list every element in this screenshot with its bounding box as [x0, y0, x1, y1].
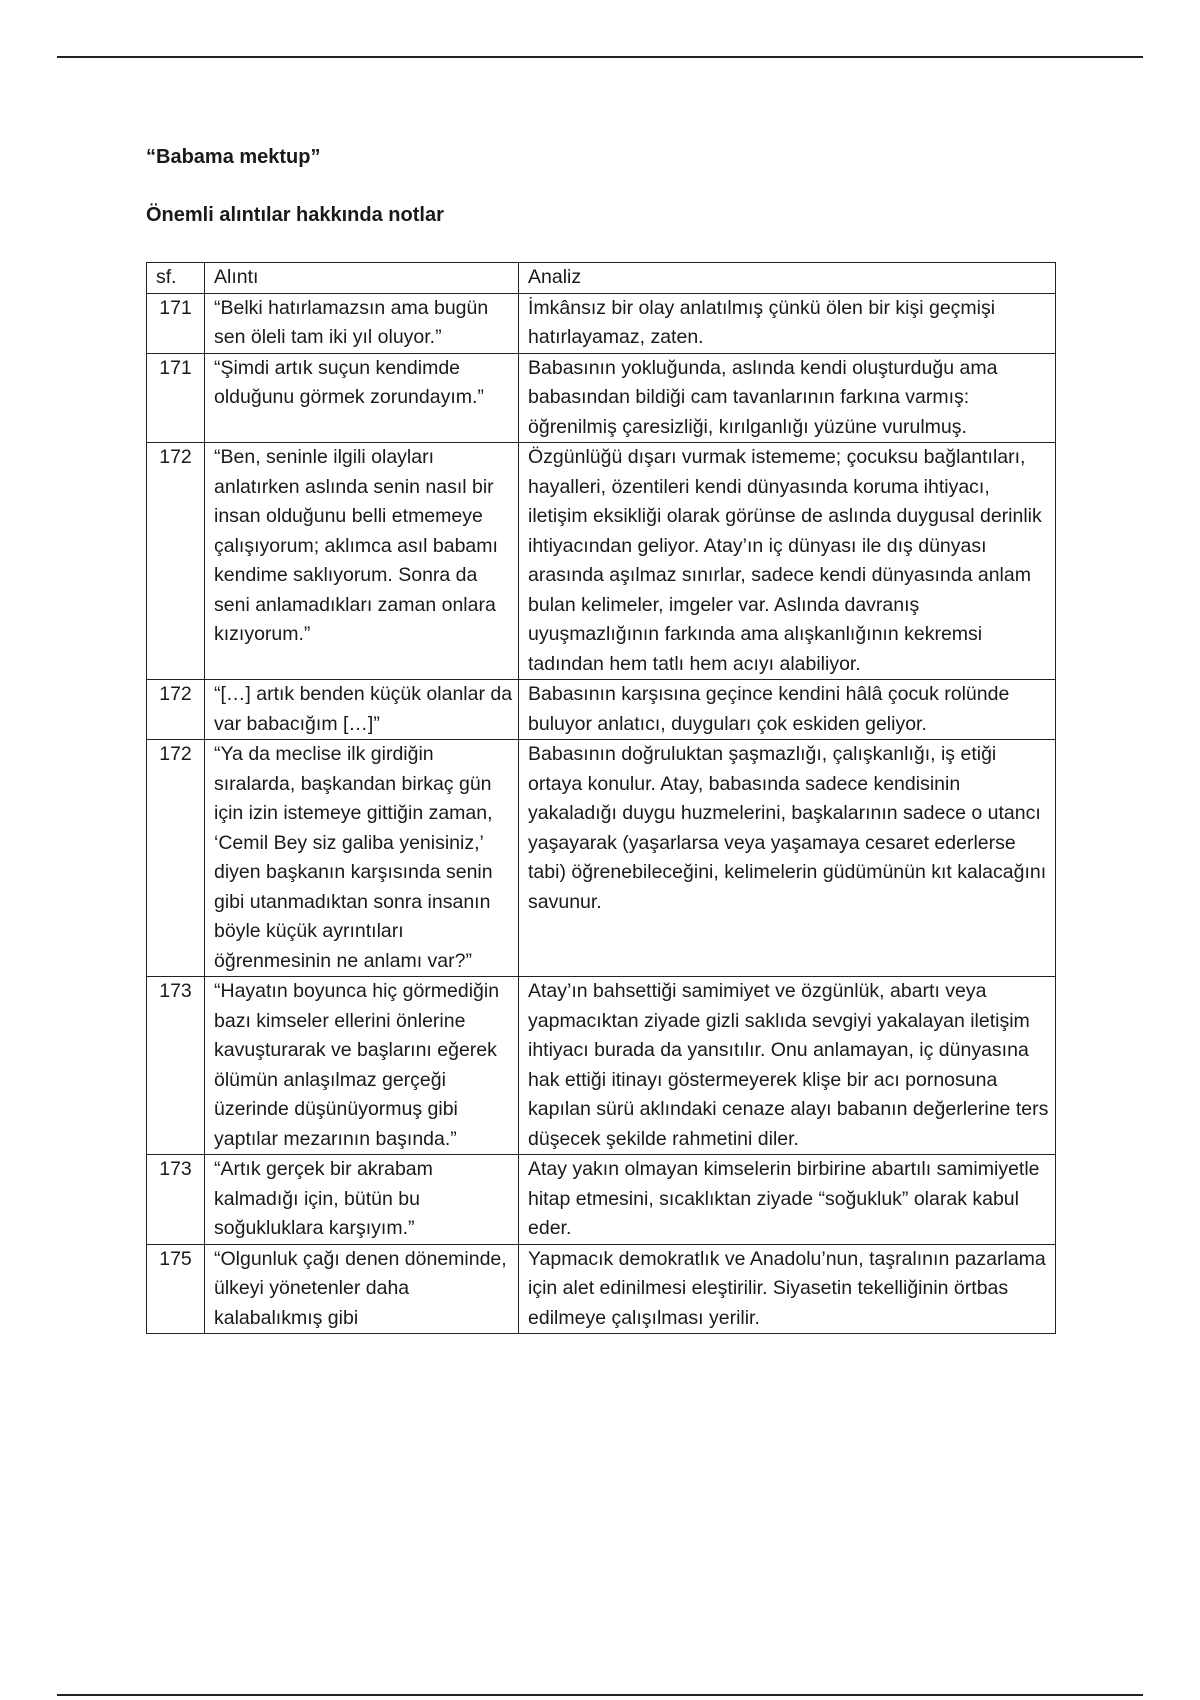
- quote-cell: “[…] artık benden küçük olanlar da var babacığım […]”: [205, 680, 519, 740]
- quote-cell: “Hayatın boyunca hiç görmediğin bazı kimseler ellerini önlerine kavuşturarak ve başlarını eğerek ölümün anlaşılmaz gerçeği üzerinde düşünüyormuş gibi yaptılar mezarının başında.”: [205, 977, 519, 1155]
- page-cell: 171: [147, 293, 205, 353]
- analysis-cell: Babasının yokluğunda, aslında kendi oluşturduğu ama babasından bildiği cam tavanlarının farkına varmış: öğrenilmiş çaresizliği, kırılganlığı yüzüne vurulmuş.: [519, 353, 1056, 443]
- table-header-row: [147, 263, 1056, 294]
- header-page: sf.: [147, 263, 205, 294]
- table-row: [147, 680, 1056, 740]
- analysis-cell: Atay’ın bahsettiği samimiyet ve özgünlük, abartı veya yapmacıktan ziyade gizli saklıda sevgiyi yakalayan iletişim ihtiyacı burada da yansıtılır. Onu anlamayan, iç dünyasına hak ettiği itinayı göstermeyerek klişe bir acı pornosuna kapılan sürü aklındaki cenaze alayı babanın değerlerine ters düşecek şekilde rahmetini diler.: [519, 977, 1056, 1155]
- page-cell: 171: [147, 353, 205, 443]
- header-quote: Alıntı: [205, 263, 519, 294]
- table-row: [147, 740, 1056, 977]
- top-divider: [57, 56, 1143, 58]
- bottom-divider: [57, 1694, 1143, 1696]
- page-cell: 173: [147, 1155, 205, 1245]
- table-row: [147, 293, 1056, 353]
- page-cell: 172: [147, 740, 205, 977]
- page-cell: 172: [147, 680, 205, 740]
- quotes-table: [146, 262, 1056, 1334]
- document-title: “Babama mektup”: [146, 146, 321, 168]
- quote-cell: “Olgunluk çağı denen döneminde, ülkeyi yönetenler daha kalabalıkmış gibi: [205, 1244, 519, 1334]
- analysis-cell: Özgünlüğü dışarı vurmak istememe; çocuksu bağlantıları, hayalleri, özentileri kendi dünyasında koruma ihtiyacı, iletişim eksikliği olarak görünse de aslında duygusal derinlik ihtiyacından geliyor. Atay’ın iç dünyası ile dış dünyası arasında aşılmaz sınırlar, sadece kendi dünyasında anlam bulan kelimeler, imgeler var. Aslında davranış uyuşmazlığının farkında ama alışkanlığının kekremsi tadından hem tatlı hem acıyı alabiliyor.: [519, 443, 1056, 680]
- table-row: [147, 977, 1056, 1155]
- page-cell: 173: [147, 977, 205, 1155]
- table-row: [147, 1244, 1056, 1334]
- quote-cell: “Ya da meclise ilk girdiğin sıralarda, başkandan birkaç gün için izin istemeye gittiğin zaman, ‘Cemil Bey siz galiba yenisiniz,’ diyen başkanın karşısında senin gibi utanmadıktan sonra insanın böyle küçük ayrıntıları öğrenmesinin ne anlamı var?”: [205, 740, 519, 977]
- page-cell: 175: [147, 1244, 205, 1334]
- analysis-cell: İmkânsız bir olay anlatılmış çünkü ölen bir kişi geçmişi hatırlayamaz, zaten.: [519, 293, 1056, 353]
- analysis-cell: Babasının karşısına geçince kendini hâlâ çocuk rolünde buluyor anlatıcı, duyguları çok eskiden geliyor.: [519, 680, 1056, 740]
- table-row: [147, 353, 1056, 443]
- analysis-cell: Yapmacık demokratlık ve Anadolu’nun, taşralının pazarlama için alet edinilmesi eleştirilir. Siyasetin tekelliğinin örtbas edilmeye çalışılması yerilir.: [519, 1244, 1056, 1334]
- quote-cell: “Ben, seninle ilgili olayları anlatırken aslında senin nasıl bir insan olduğunu belli etmemeye çalışıyorum; aklımca asıl babamı kendime saklıyorum. Sonra da seni anlamadıkları zaman onlara kızıyorum.”: [205, 443, 519, 680]
- quote-cell: “Artık gerçek bir akrabam kalmadığı için, bütün bu soğukluklara karşıyım.”: [205, 1155, 519, 1245]
- header-analysis: Analiz: [519, 263, 1056, 294]
- table-row: [147, 443, 1056, 680]
- analysis-cell: Atay yakın olmayan kimselerin birbirine abartılı samimiyetle hitap etmesini, sıcaklıktan ziyade “soğukluk” olarak kabul eder.: [519, 1155, 1056, 1245]
- table-row: [147, 1155, 1056, 1245]
- analysis-cell: Babasının doğruluktan şaşmazlığı, çalışkanlığı, iş etiği ortaya konulur. Atay, babasında sadece kendisinin yakaladığı duygu huzmelerini, başkalarının sadece o utancı yaşayarak (yaşarlarsa veya yaşamaya cesaret ederlerse tabi) öğrenebileceğini, kelimelerin güdümünün kıt kalacağını savunur.: [519, 740, 1056, 977]
- quote-cell: “Şimdi artık suçun kendimde olduğunu görmek zorundayım.”: [205, 353, 519, 443]
- quote-cell: “Belki hatırlamazsın ama bugün sen öleli tam iki yıl oluyor.”: [205, 293, 519, 353]
- page-cell: 172: [147, 443, 205, 680]
- document-subtitle: Önemli alıntılar hakkında notlar: [146, 204, 444, 226]
